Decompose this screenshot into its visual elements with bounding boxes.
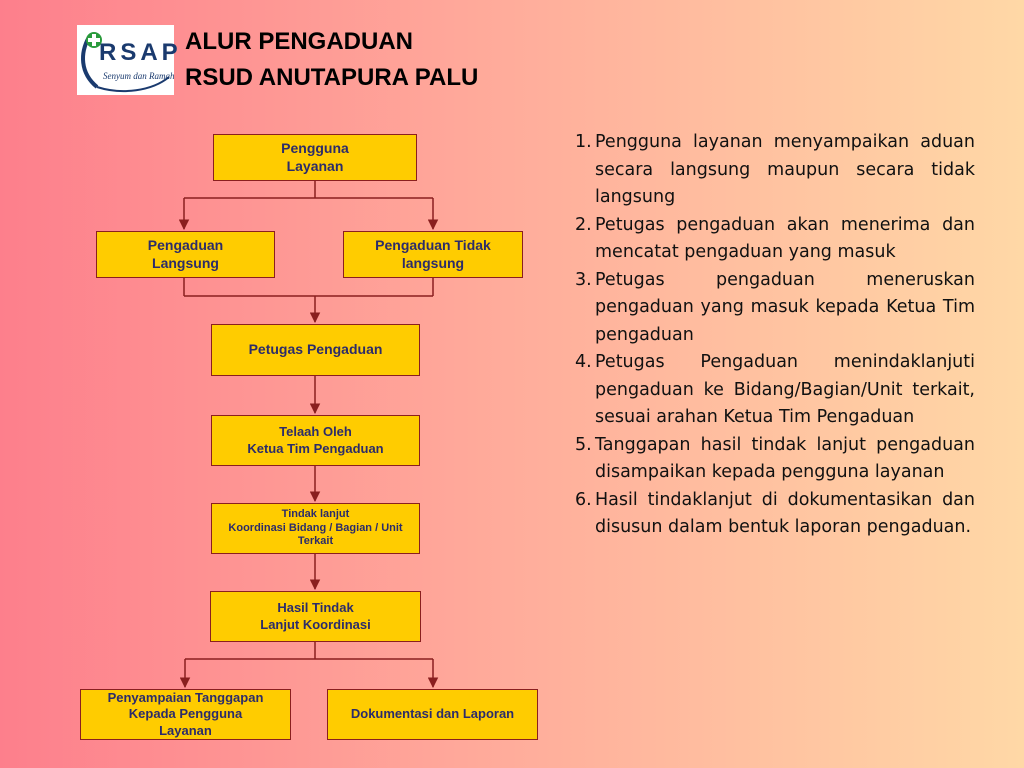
step-number: 4. — [575, 352, 592, 372]
step-text: Petugas pengaduan meneruskan pengaduan yang masuk kepada Ketua Tim pengaduan — [595, 269, 975, 345]
page-title-line1: ALUR PENGADUAN — [185, 28, 413, 55]
logo-tagline: Senyum dan Ramah — [103, 71, 175, 81]
steps-list — [575, 129, 975, 542]
step-text: Petugas Pengaduan menindaklanjuti pengaduan ke Bidang/Bagian/Unit terkait, sesuai arahan Ketua Tim Pengaduan — [595, 352, 975, 427]
list-item — [575, 129, 975, 212]
node-hasil-tindak-lanjut: Hasil Tindak Lanjut Koordinasi — [210, 591, 421, 642]
step-text: Petugas pengaduan akan menerima dan mencatat pengaduan yang masuk — [595, 214, 975, 262]
list-item — [575, 349, 975, 432]
step-number: 3. — [575, 269, 592, 290]
logo-text: RSAP — [99, 39, 182, 66]
node-pengaduan-langsung: Pengaduan Langsung — [96, 231, 275, 278]
step-number: 6. — [575, 489, 592, 510]
node-telaah: Telaah Oleh Ketua Tim Pengaduan — [211, 415, 420, 466]
page-title-line2: RSUD ANUTAPURA PALU — [185, 64, 479, 91]
step-text: Tanggapan hasil tindak lanjut pengaduan disampaikan kepada pengguna layanan — [595, 434, 975, 482]
list-item — [575, 432, 975, 487]
list-item — [575, 267, 975, 350]
step-text: Pengguna layanan menyampaikan aduan secara langsung maupun secara tidak langsung — [595, 132, 975, 207]
list-item — [575, 487, 975, 542]
step-number: 5. — [575, 434, 592, 455]
node-pengaduan-tidak-langsung: Pengaduan Tidak langsung — [343, 231, 523, 278]
step-number: 1. — [575, 132, 592, 152]
node-penyampaian-tanggapan: Penyampaian Tanggapan Kepada Pengguna Layanan — [80, 689, 291, 740]
step-number: 2. — [575, 214, 592, 235]
node-tindak-lanjut: Tindak lanjut Koordinasi Bidang / Bagian / Unit Terkait — [211, 503, 420, 554]
node-dokumentasi-laporan: Dokumentasi dan Laporan — [327, 689, 538, 740]
node-pengguna-layanan: Pengguna Layanan — [213, 134, 417, 181]
node-petugas-pengaduan: Petugas Pengaduan — [211, 324, 420, 376]
list-item — [575, 212, 975, 267]
step-text: Hasil tindaklanjut di dokumentasikan dan disusun dalam bentuk laporan pengaduan. — [595, 489, 975, 537]
